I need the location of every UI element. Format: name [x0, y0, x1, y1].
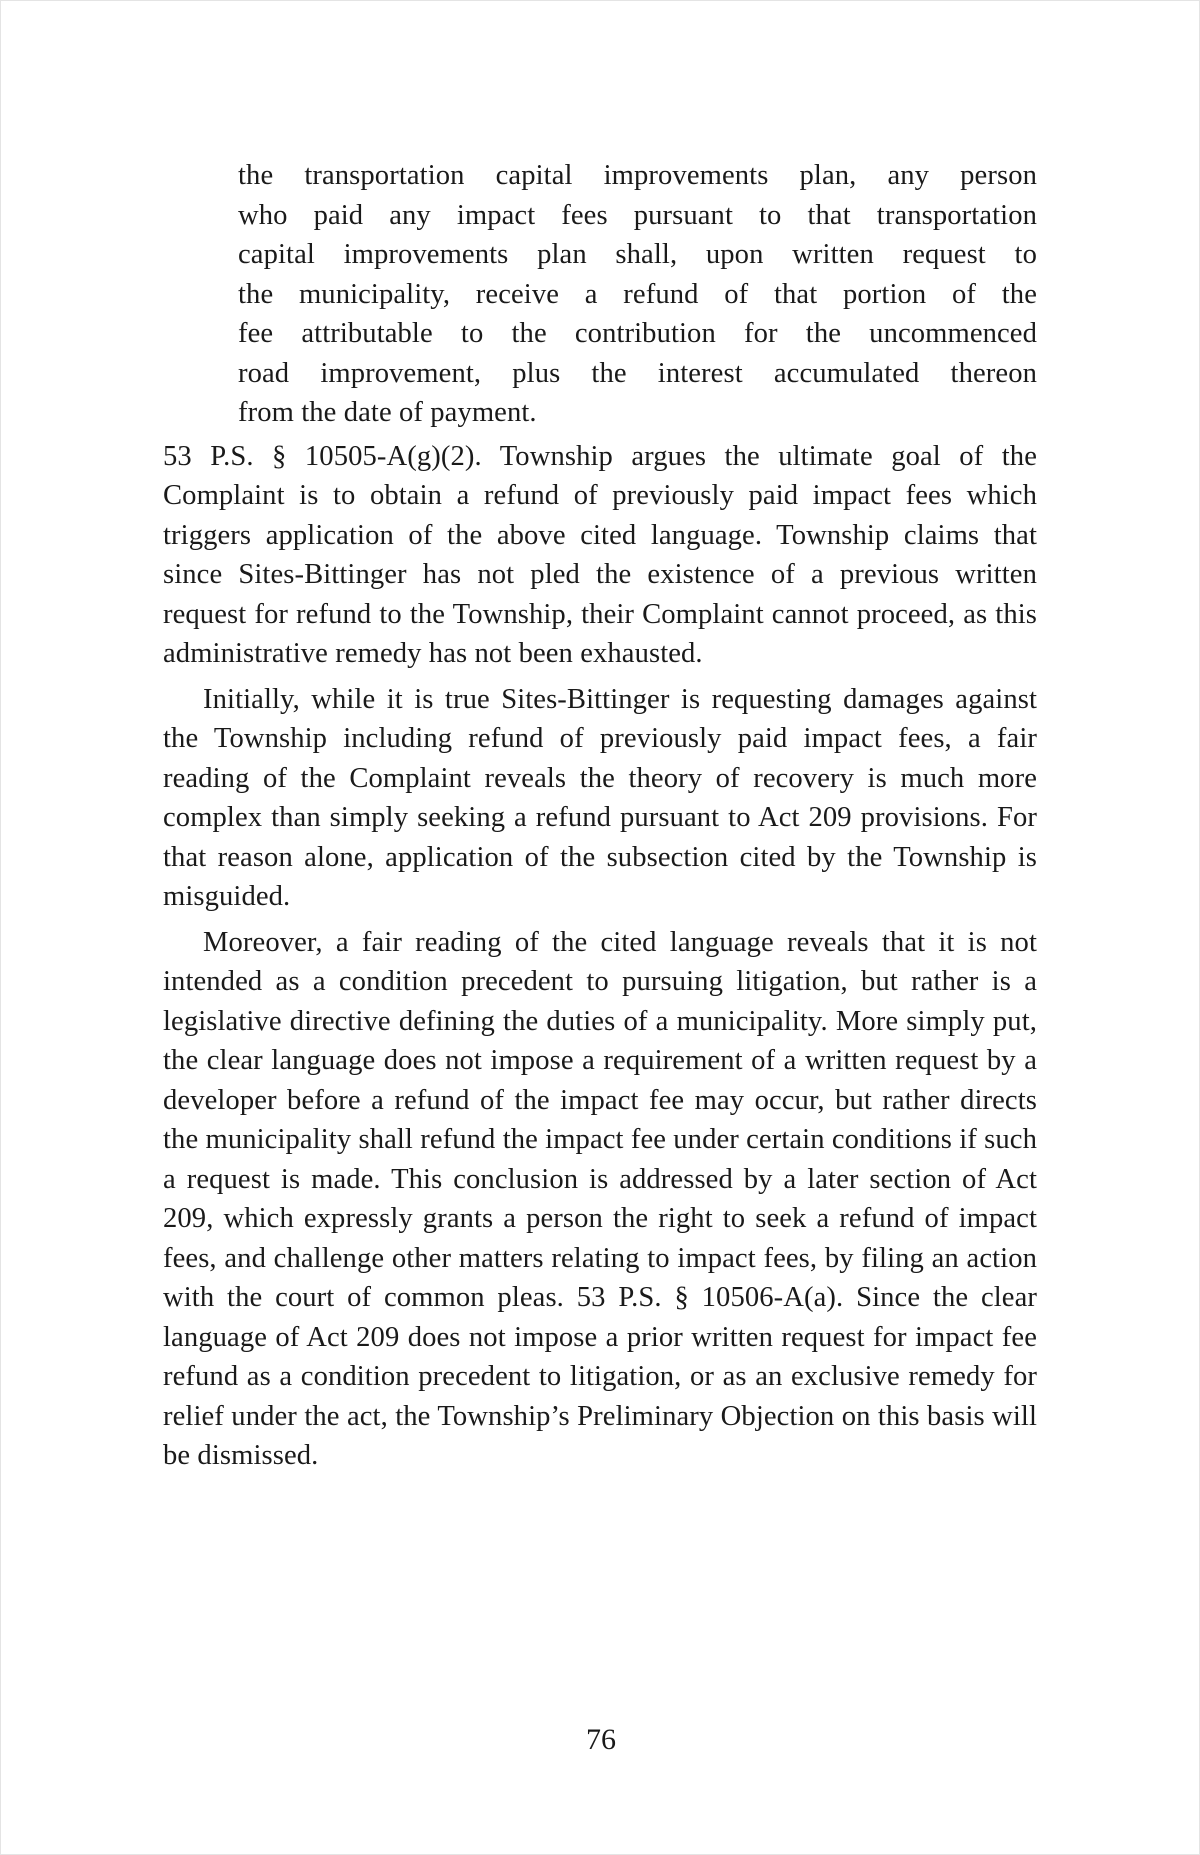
paragraph-moreover: Moreover, a fair reading of the cited language reveals that it is not intended as a condition precedent to pursuing litigation, but rather is a legislative directive defining the duties of a municipality. More simply put, the clear language does not impose a requirement of a written request by a developer before a refund of the impact fee may occur, but rather directs the municipality shall refund the impact fee under certain conditions if such a request is made. This conclusion is addressed by a later section of Act 209, which expressly grants a person the right to seek a refund of impact fees, and challenge other matters relating to impact fees, by filing an action with the court of common pleas. 53 P.S. § 10506-A(a). Since the clear language of Act 209 does not impose a prior written request for impact fee refund as a condition precedent to litigation, or as an exclusive remedy for relief under the act, the Township’s Preliminary Objection on this basis will be dismissed. — [163, 926, 1037, 1471]
block-quote — [238, 156, 1037, 433]
quote-line: the transportation capital improvements plan, any person — [238, 160, 1037, 191]
paragraph-initially: Initially, while it is true Sites-Bittinger is requesting damages against the Township including refund of previously paid impact fees, a fair reading of the Complaint reveals the theory of recovery is much more complex than simply seeking a refund pursuant to Act 209 provisions. For that reason alone, application of the subsection cited by the Township is misguided. — [163, 683, 1037, 912]
quote-line: fee attributable to the contribution for the uncommenced — [238, 318, 1037, 349]
paragraph-citation: 53 P.S. § 10505-A(g)(2). Township argues the ultimate goal of the Complaint is to obtain a refund of previously paid impact fees which triggers application of the above cited language. Township claims that since Sites-Bittinger has not pled the existence of a previous written request for refund to the Township, their Complaint cannot proceed, as this administrative remedy has not been exhausted. — [163, 440, 1037, 669]
quote-line: the municipality, receive a refund of that portion of the — [238, 278, 1037, 310]
page-number: 76 — [586, 1723, 616, 1756]
quote-line: from the date of payment. — [238, 397, 537, 428]
quote-line: capital improvements plan shall, upon written request to — [238, 239, 1037, 270]
body-text — [163, 156, 1037, 1476]
quote-line: road improvement, plus the interest accumulated thereon — [238, 357, 1037, 389]
quote-line: who paid any impact fees pursuant to that transportation — [238, 199, 1037, 231]
